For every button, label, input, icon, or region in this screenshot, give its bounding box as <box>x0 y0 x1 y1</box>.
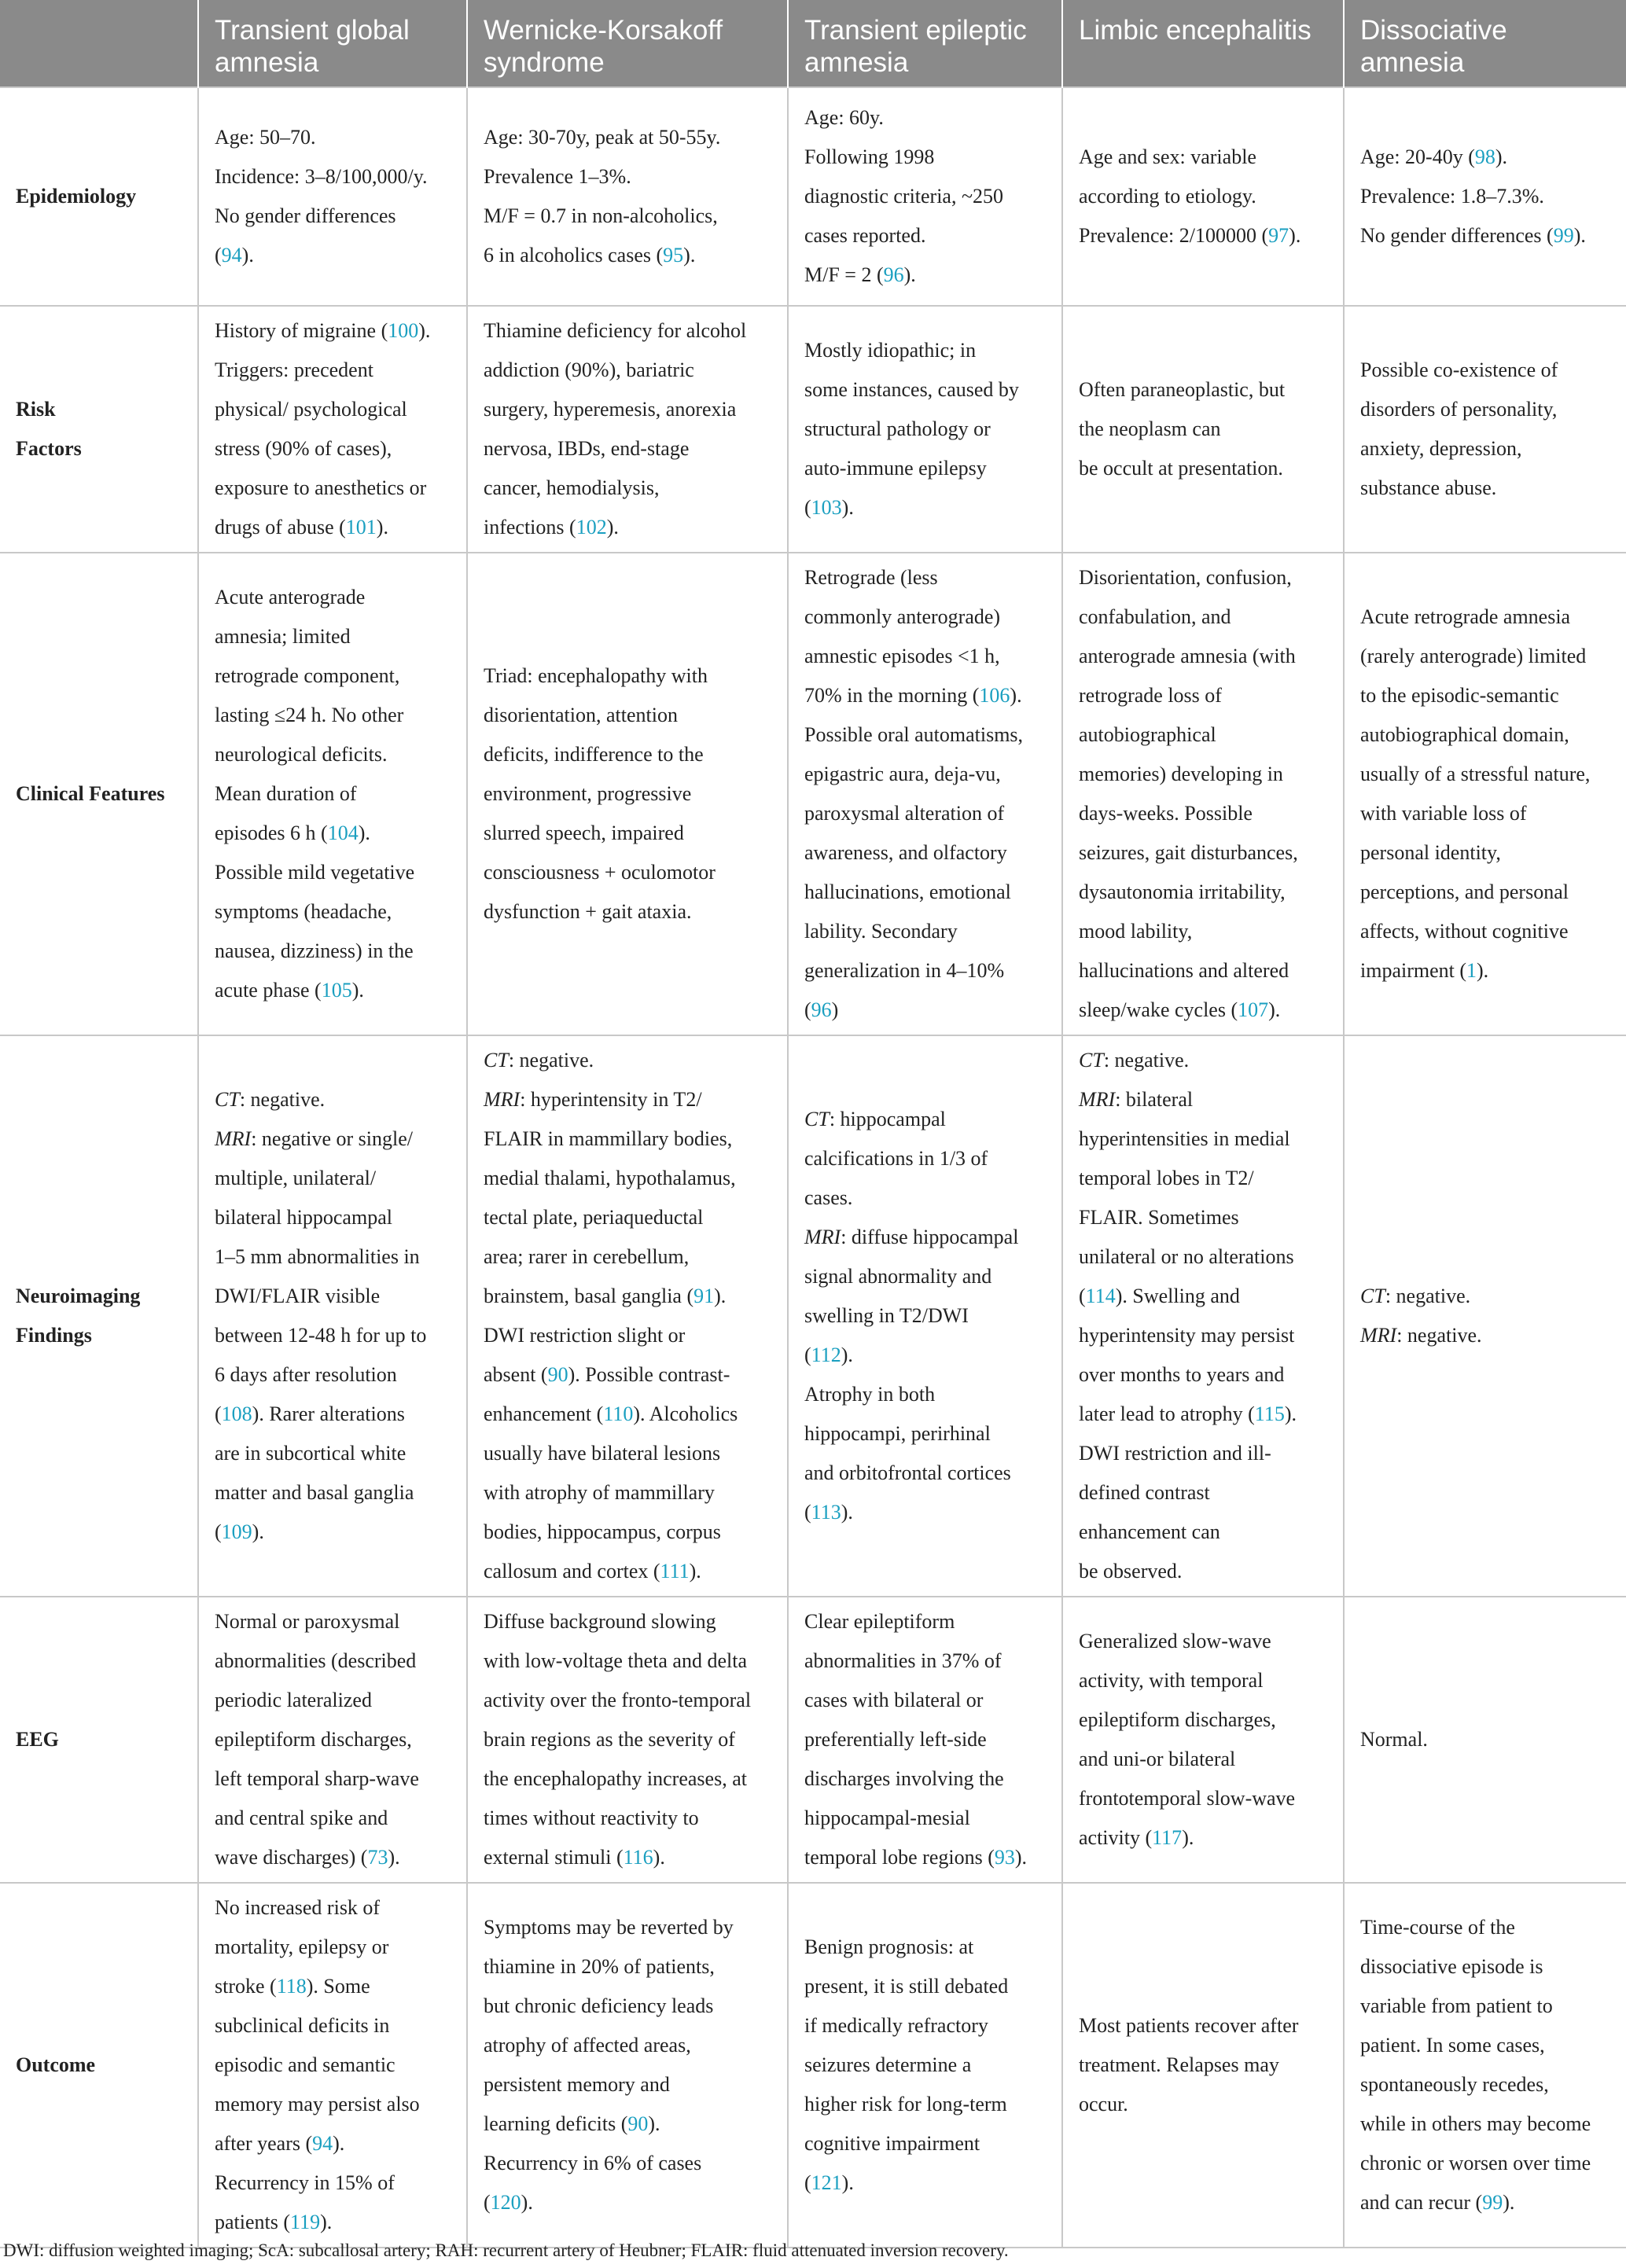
table-cell <box>467 1597 788 1883</box>
cell-text: ). <box>1014 1846 1028 1869</box>
cell-text: Clear epileptiform abnormalities in 37% of cases with bilateral or preferentially left-side discharges involving the hippocampal-mesial temporal lobe regions ( <box>804 1610 1004 1869</box>
table-footnote: DWI: diffusion weighted imaging; ScA: subcallosal artery; RAH: recurrent artery of Heubner; FLAIR: fluid attenuated inversion recovery. <box>3 2240 1009 2260</box>
header-row <box>0 0 1626 87</box>
cell-text: ). Possible oral automatisms, epigastric aura, deja-vu, paroxysmal alteration of awareness, and olfactory hallucinations, emotional lability. Secondary generalization in 4–10% ( <box>804 684 1024 1021</box>
table-cell <box>1344 1597 1626 1883</box>
table-cell <box>1062 1035 1344 1597</box>
cell-text: ). <box>653 1846 665 1869</box>
header-cell-blank <box>0 0 198 87</box>
table-row <box>0 306 1626 553</box>
table-cell <box>788 306 1062 553</box>
modality-label: CT <box>484 1049 509 1072</box>
cell-text: History of migraine ( <box>215 319 388 342</box>
table-cell <box>467 306 788 553</box>
table-cell <box>198 553 467 1035</box>
modality-label: CT <box>215 1088 240 1111</box>
cell-text: Acute retrograde amnesia (rarely anterograde) limited to the episodic-semantic autobiographical domain, usually of a stressful nature, with variable loss of personal identity, perceptions, and personal affects, without cognitive impairment ( <box>1360 605 1591 982</box>
table-cell <box>1062 553 1344 1035</box>
reference-link[interactable]: 90 <box>547 1363 568 1386</box>
reference-link[interactable]: 91 <box>693 1285 715 1307</box>
reference-link[interactable]: 109 <box>221 1520 252 1543</box>
cell-text: ). Recurrency in 15% of patients ( <box>215 2132 395 2233</box>
cell-text: Acute anterograde amnesia; limited retrograde component, lasting ≤24 h. No other neurological deficits. Mean duration of episodes 6 h ( <box>215 586 404 844</box>
reference-link[interactable]: 103 <box>811 496 842 519</box>
cell-text: ). Some subclinical deficits in episodic and semantic memory may persist also after years ( <box>215 1975 420 2155</box>
reference-link[interactable]: 99 <box>1482 2191 1503 2214</box>
cell-text: Symptoms may be reverted by thiamine in 20% of patients, but chronic deficiency leads atrophy of affected areas, persistent memory and learning deficits ( <box>484 1916 734 2135</box>
modality-label: MRI <box>484 1088 521 1111</box>
row-header: EEG <box>0 1597 198 1883</box>
cell-text: ). DWI restriction slight or absent ( <box>484 1285 727 1386</box>
cell-text: ). Possible contrast- enhancement ( <box>484 1363 730 1425</box>
reference-link[interactable]: 94 <box>312 2132 333 2155</box>
reference-link[interactable]: 121 <box>811 2171 842 2194</box>
reference-link[interactable]: 94 <box>221 244 242 266</box>
cell-text: ). <box>388 1846 400 1869</box>
table-cell <box>467 553 788 1035</box>
cell-text: Possible co-existence of disorders of personality, anxiety, depression, substance abuse. <box>1360 358 1558 499</box>
cell-text: Diffuse background slowing with low-voltage theta and delta activity over the fronto-temporal brain regions as the severity of the encephalopathy increases, at times without reactivity to external stimuli ( <box>484 1610 752 1869</box>
cell-text: Age: 50–70. Incidence: 3–8/100,000/y. No gender differences ( <box>215 126 428 266</box>
cell-text: : negative. <box>239 1088 326 1111</box>
cell-text: ). <box>841 1501 853 1524</box>
reference-link[interactable]: 106 <box>979 684 1010 707</box>
cell-text: ). Swelling and hyperintensity may persist over months to years and later lead to atrophy ( <box>1079 1285 1295 1425</box>
reference-link[interactable]: 102 <box>576 516 607 539</box>
cell-text: ). <box>351 979 364 1002</box>
cell-text: Age: 20-40y ( <box>1360 145 1475 168</box>
modality-label: MRI <box>215 1127 252 1150</box>
cell-text: ). <box>1182 1826 1194 1849</box>
header-cell-dissociative-amnesia: Dissociative amnesia <box>1344 0 1626 87</box>
table-cell <box>198 1035 467 1597</box>
reference-link[interactable]: 120 <box>490 2191 521 2214</box>
cell-text: : negative. <box>1103 1049 1190 1072</box>
table-cell <box>1344 306 1626 553</box>
reference-link[interactable]: 113 <box>811 1501 841 1524</box>
cell-text: Age: 60y. Following 1998 diagnostic criteria, ~250 cases reported. M/F = 2 ( <box>804 106 1004 286</box>
table-cell <box>788 1035 1062 1597</box>
table-row <box>0 1035 1626 1597</box>
table-cell <box>1344 1035 1626 1597</box>
cell-text: Triad: encephalopathy with disorientation, attention deficits, indifference to the environment, progressive slurred speech, impaired consciousness + oculomotor dysfunction + gait ataxia. <box>484 664 716 923</box>
reference-link[interactable]: 95 <box>663 244 684 266</box>
table-cell <box>1062 87 1344 306</box>
cell-text: ). <box>521 2191 533 2214</box>
table-cell <box>467 87 788 306</box>
cell-text: Age and sex: variable according to etiology. Prevalence: 2/100000 ( <box>1079 145 1269 247</box>
cell-text: Normal or paroxysmal abnormalities (described periodic lateralized epileptiform discharges, left temporal sharp-wave and central spike and wave discharges) ( <box>215 1610 419 1869</box>
cell-text: ). Recurrency in 6% of cases ( <box>484 2112 702 2214</box>
table-cell <box>788 1883 1062 2248</box>
cell-text: ). Prevalence: 1.8–7.3%. No gender differences ( <box>1360 145 1554 247</box>
reference-link[interactable]: 111 <box>660 1560 690 1582</box>
table-row <box>0 1883 1626 2248</box>
table-cell <box>788 1597 1062 1883</box>
cell-text: No increased risk of mortality, epilepsy or stroke ( <box>215 1896 389 1998</box>
cell-text: ). <box>903 263 916 286</box>
row-header: Neuroimaging Findings <box>0 1035 198 1597</box>
cell-text: ). <box>1289 224 1301 247</box>
reference-link[interactable]: 99 <box>1553 224 1574 247</box>
cell-text: : bilateral hyperintensities in medial temporal lobes in T2/ FLAIR. Sometimes unilateral or no alterations ( <box>1079 1088 1294 1307</box>
cell-text: Retrograde (less commonly anterograde) amnestic episodes <1 h, 70% in the morning ( <box>804 566 1001 707</box>
cell-text: ). Possible mild vegetative symptoms (headache, nausea, dizziness) in the acute phase ( <box>215 822 415 1002</box>
modality-label: CT <box>1079 1049 1104 1072</box>
cell-text: Benign prognosis: at present, it is still debated if medically refractory seizures determine a higher risk for long-term cognitive impairment ( <box>804 1935 1009 2194</box>
reference-link[interactable]: 98 <box>1474 145 1495 168</box>
table-cell <box>198 306 467 553</box>
cell-text: Most patients recover after treatment. Relapses may occur. <box>1079 2014 1299 2115</box>
cell-text: ). <box>1503 2191 1515 2214</box>
cell-text: ). <box>1268 998 1281 1021</box>
table-cell <box>788 553 1062 1035</box>
table-cell <box>1062 1883 1344 2248</box>
modality-label: MRI <box>804 1226 841 1248</box>
cell-text: : hyperintensity in T2/ FLAIR in mammillary bodies, medial thalami, hypothalamus, tectal plate, periaqueductal area; rarer in cerebellum, brainstem, basal ganglia ( <box>484 1088 736 1307</box>
reference-link[interactable]: 104 <box>327 822 359 844</box>
reference-link[interactable]: 118 <box>276 1975 307 1998</box>
reference-link[interactable]: 115 <box>1254 1402 1285 1425</box>
table-cell <box>198 1883 467 2248</box>
modality-label: MRI <box>1079 1088 1116 1111</box>
table-row <box>0 87 1626 306</box>
table-cell <box>467 1035 788 1597</box>
reference-link[interactable]: 93 <box>994 1846 1015 1869</box>
row-header: Outcome <box>0 1883 198 2248</box>
modality-label: CT <box>804 1108 830 1130</box>
cell-text: ). Atrophy in both hippocampi, perirhinal and orbitofrontal cortices ( <box>804 1344 1011 1524</box>
cell-text: Generalized slow-wave activity, with temporal epileptiform discharges, and uni-or bilateral frontotemporal slow-wave activity ( <box>1079 1630 1296 1849</box>
reference-link[interactable]: 105 <box>321 979 352 1002</box>
table-cell <box>467 1883 788 2248</box>
row-header: Risk Factors <box>0 306 198 553</box>
cell-text: ). <box>241 244 254 266</box>
cell-text: : negative. <box>508 1049 594 1072</box>
row-header: Clinical Features <box>0 553 198 1035</box>
cell-text: ). Rarer alterations are in subcortical white matter and basal ganglia ( <box>215 1402 414 1543</box>
reference-link[interactable]: 1 <box>1466 959 1477 982</box>
cell-text: Disorientation, confusion, confabulation, and anterograde amnesia (with retrograde loss of autobiographical memories) developing in days-weeks. Possible seizures, gait disturbances, dysautonomia irritability, mood lability, hallucinations and altered sleep/wake cycles ( <box>1079 566 1298 1021</box>
cell-text: : diffuse hippocampal signal abnormality and swelling in T2/DWI ( <box>804 1226 1019 1366</box>
reference-link[interactable]: 110 <box>603 1402 634 1425</box>
cell-text: ). <box>841 496 854 519</box>
reference-link[interactable]: 97 <box>1268 224 1289 247</box>
cell-text: ). <box>683 244 696 266</box>
cell-text: ). <box>320 2211 333 2233</box>
header-cell-limbic-encephalitis: Limbic encephalitis <box>1062 0 1344 87</box>
reference-link[interactable]: 100 <box>388 319 419 342</box>
reference-link[interactable]: 73 <box>367 1846 388 1869</box>
modality-label: MRI <box>1360 1324 1397 1347</box>
reference-link[interactable]: 116 <box>623 1846 653 1869</box>
cell-text: ). DWI restriction and ill- defined contrast enhancement can be observed. <box>1079 1402 1297 1582</box>
cell-text: Mostly idiopathic; in some instances, caused by structural pathology or auto-immune epilepsy ( <box>804 339 1019 519</box>
cell-text: ). <box>376 516 388 539</box>
cell-text: ). Alcoholics usually have bilateral lesions with atrophy of mammillary bodies, hippocampus, corpus callosum and cortex ( <box>484 1402 738 1582</box>
header-cell-wernicke-korsakoff: Wernicke-Korsakoff syndrome <box>467 0 788 87</box>
cell-text: ) <box>831 998 839 1021</box>
reference-link[interactable]: 112 <box>811 1344 841 1366</box>
modality-label: CT <box>1360 1285 1385 1307</box>
cell-text: : negative. <box>1385 1285 1471 1307</box>
cell-text: Often paraneoplastic, but the neoplasm can be occult at presentation. <box>1079 378 1286 480</box>
cell-text: : hippocampal calcifications in 1/3 of cases. <box>804 1108 988 1209</box>
table-cell <box>1344 1883 1626 2248</box>
cell-text: Time-course of the dissociative episode is variable from patient to patient. In some cases, spontaneously recedes, while in others may become chronic or worsen over time and can recur ( <box>1360 1916 1591 2214</box>
cell-text: ). <box>252 1520 264 1543</box>
reference-link[interactable]: 119 <box>290 2211 321 2233</box>
table-cell <box>788 87 1062 306</box>
cell-text: ). Triggers: precedent physical/ psychological stress (90% of cases), exposure to anesthetics or drugs of abuse ( <box>215 319 431 539</box>
reference-link[interactable]: 90 <box>627 2112 649 2135</box>
table-cell <box>198 1597 467 1883</box>
table-row <box>0 1597 1626 1883</box>
reference-link[interactable]: 114 <box>1085 1285 1116 1307</box>
header-cell-transient-epileptic-amnesia: Transient epileptic amnesia <box>788 0 1062 87</box>
reference-link[interactable]: 96 <box>883 263 904 286</box>
reference-link[interactable]: 101 <box>345 516 377 539</box>
table-row <box>0 553 1626 1035</box>
cell-text: ). <box>841 2171 854 2194</box>
cell-text: : negative. <box>1396 1324 1482 1347</box>
cell-text: Thiamine deficiency for alcohol addiction (90%), bariatric surgery, hyperemesis, anorexia nervosa, IBDs, end-stage cancer, hemodialysis, infections ( <box>484 319 747 539</box>
table-cell <box>198 87 467 306</box>
cell-text: Normal. <box>1360 1728 1428 1751</box>
cell-text: ). <box>1573 224 1586 247</box>
cell-text: ). <box>1477 959 1489 982</box>
table-cell <box>1344 553 1626 1035</box>
cell-text: : negative or single/ multiple, unilateral/ bilateral hippocampal 1–5 mm abnormalities in DWI/FLAIR visible between 12-48 h for up to 6 days after resolution ( <box>215 1127 427 1425</box>
reference-link[interactable]: 107 <box>1238 998 1269 1021</box>
cell-text: ). <box>689 1560 701 1582</box>
table-cell <box>1062 306 1344 553</box>
header-cell-transient-global-amnesia: Transient global amnesia <box>198 0 467 87</box>
reference-link[interactable]: 108 <box>221 1402 252 1425</box>
reference-link[interactable]: 96 <box>811 998 832 1021</box>
table-cell <box>1062 1597 1344 1883</box>
cell-text: Age: 30-70y, peak at 50-55y. Prevalence 1–3%. M/F = 0.7 in non-alcoholics, 6 in alcoholics cases ( <box>484 126 721 266</box>
cell-text: ). <box>606 516 619 539</box>
reference-link[interactable]: 117 <box>1152 1826 1183 1849</box>
row-header: Epidemiology <box>0 87 198 306</box>
table-cell <box>1344 87 1626 306</box>
